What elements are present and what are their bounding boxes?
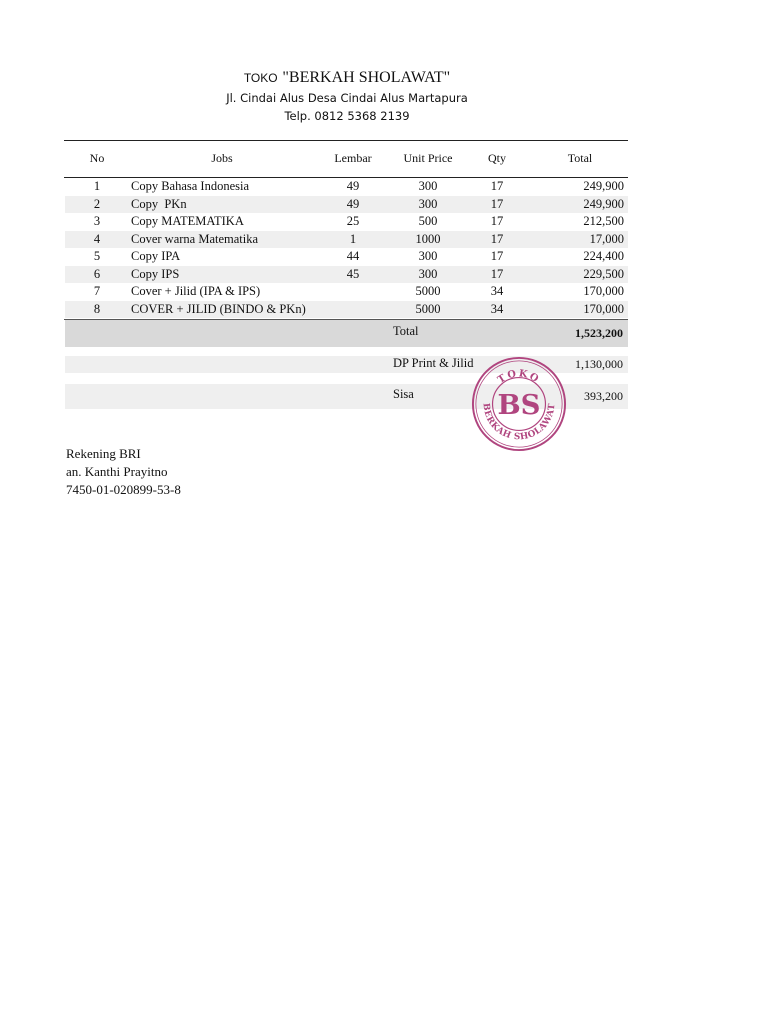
shop-name: "BERKAH SHOLAWAT" (282, 69, 451, 86)
bank-name: Rekening BRI (66, 446, 141, 461)
row-no: 4 (93, 231, 101, 246)
row-lembar: 49 (346, 179, 360, 193)
row-total: 249,900 (583, 179, 624, 193)
row-qty: 34 (490, 301, 504, 316)
svg-text:BS: BS (497, 388, 541, 421)
col-lembar-header: Lembar (334, 151, 372, 165)
row-qty: 17 (490, 231, 504, 246)
shop-address: Jl. Cindai Alus Desa Cindai Alus Martapura (226, 91, 468, 105)
row-unit-price: 1000 (415, 231, 441, 246)
row-job: Cover + Jilid (IPA & IPS) (131, 284, 261, 298)
table-row (65, 301, 628, 319)
svg-text:TOKO: TOKO (495, 368, 542, 386)
bank-account-number: 7450-01-020899-53-8 (66, 482, 181, 497)
row-job: Copy IPS (131, 266, 180, 281)
row-qty: 17 (490, 179, 504, 193)
row-total: 170,000 (583, 284, 624, 298)
row-unit-price: 500 (418, 214, 438, 228)
row-no: 8 (93, 301, 101, 316)
dp-label: DP Print & Jilid (393, 356, 474, 370)
shop-stamp-icon (470, 355, 568, 453)
row-no: 2 (93, 196, 101, 211)
row-job: COVER + JILID (BINDO & PKn) (131, 301, 306, 316)
row-unit-price: 5000 (415, 284, 441, 298)
row-job: Copy MATEMATIKA (131, 214, 244, 228)
table-row (65, 231, 628, 249)
shop-phone: Telp. 0812 5368 2139 (284, 109, 410, 123)
table-row (65, 266, 628, 284)
shop-title-prefix: TOKO (243, 71, 278, 85)
row-qty: 17 (490, 214, 504, 228)
dp-value: 1,130,000 (575, 357, 623, 371)
total-row (65, 320, 628, 347)
row-unit-price: 5000 (415, 301, 441, 316)
row-lembar: 49 (346, 196, 360, 211)
row-lembar: 44 (346, 249, 360, 263)
row-no: 3 (93, 214, 101, 228)
row-total: 229,500 (583, 266, 624, 281)
col-jobs-header: Jobs (211, 151, 233, 165)
bank-info (66, 445, 181, 499)
col-total-header: Total (567, 151, 593, 165)
bank-account-holder: an. Kanthi Prayitno (66, 464, 168, 479)
row-total: 212,500 (583, 214, 624, 228)
row-no: 7 (93, 284, 101, 298)
total-value: 1,523,200 (575, 326, 623, 340)
col-no-header: No (89, 151, 105, 165)
row-job: Copy IPA (131, 249, 181, 263)
row-unit-price: 300 (418, 266, 438, 281)
row-unit-price: 300 (418, 196, 438, 211)
table-row (65, 196, 628, 214)
row-lembar: 25 (346, 214, 360, 228)
col-unit-price-header: Unit Price (403, 151, 453, 165)
row-total: 224,400 (583, 249, 624, 263)
row-total: 170,000 (583, 301, 624, 316)
row-lembar: 45 (346, 266, 360, 281)
row-qty: 17 (490, 249, 504, 263)
row-unit-price: 300 (418, 249, 438, 263)
invoice-header (0, 66, 694, 125)
row-no: 1 (93, 179, 101, 193)
col-qty-header: Qty (488, 151, 506, 165)
row-job: Copy Bahasa Indonesia (131, 179, 250, 193)
row-qty: 34 (490, 284, 504, 298)
row-qty: 17 (490, 266, 504, 281)
table-row (65, 178, 628, 196)
row-job: Copy PKn (131, 196, 187, 211)
row-unit-price: 300 (418, 179, 438, 193)
table-row (65, 248, 628, 266)
row-total: 249,900 (583, 196, 624, 211)
total-label: Total (393, 324, 419, 338)
row-no: 5 (93, 249, 101, 263)
sisa-value: 393,200 (584, 389, 623, 403)
shop-title (0, 66, 694, 89)
row-total: 17,000 (589, 231, 624, 246)
row-no: 6 (93, 266, 101, 281)
top-divider (64, 140, 628, 141)
sisa-label: Sisa (393, 387, 414, 401)
row-qty: 17 (490, 196, 504, 211)
svg-text:BERKAH SHOLAWAT: BERKAH SHOLAWAT (480, 402, 558, 443)
table-row (65, 283, 628, 301)
row-job: Cover warna Matematika (131, 231, 259, 246)
row-lembar: 1 (349, 231, 357, 246)
table-row (65, 213, 628, 231)
